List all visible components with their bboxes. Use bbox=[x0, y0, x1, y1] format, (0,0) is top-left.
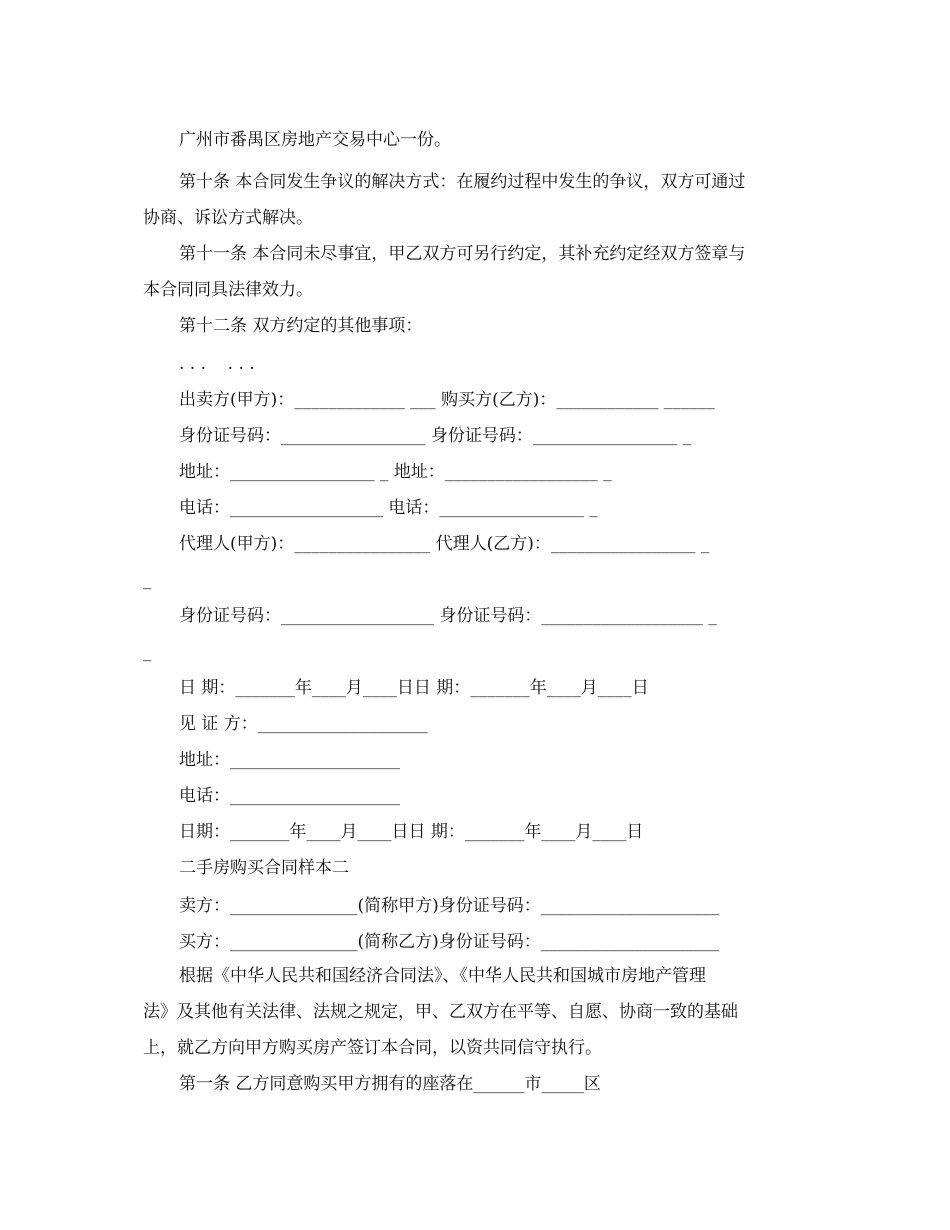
section-title: 二手房购买合同样本二 bbox=[179, 858, 349, 878]
date-line: 日 期：_______年____月____日日 期：_______年____月____日 bbox=[179, 678, 649, 698]
ellipsis-line: . . . . . . bbox=[179, 354, 255, 374]
witness-address-line: 地址：____________________ bbox=[179, 750, 400, 770]
seller-buyer-line: 出卖方(甲方)：_____________ ___ 购买方(乙方)：____________ ______ bbox=[179, 390, 715, 410]
text-line: 广州市番禺区房地产交易中心一份。 bbox=[179, 130, 451, 150]
phone-line: 电话：__________________ 电话：_________________ _ bbox=[179, 498, 598, 518]
paragraph-line: 上，就乙方向甲方购买房产签订本合同，以资共同信守执行。 bbox=[143, 1038, 602, 1058]
paragraph-line: 法》及其他有关法律、法规之规定，甲、乙双方在平等、自愿、协商一致的基础 bbox=[143, 1002, 738, 1022]
witness-date-line: 日期：_______年____月____日日 期：_______年____月____日 bbox=[179, 822, 644, 842]
paragraph-line: 根据《中华人民共和国经济合同法》、《中华人民共和国城市房地产管理 bbox=[179, 966, 706, 986]
clause-1-line: 第一条 乙方同意购买甲方拥有的座落在______市_____区 bbox=[179, 1074, 601, 1094]
clause-10-line: 第十条 本合同发生争议的解决方式：在履约过程中发生的争议，双方可通过 bbox=[179, 172, 746, 192]
text-line: 本合同同具法律效力。 bbox=[143, 280, 313, 300]
buyer-line: 买方：_______________(简称乙方)身份证号码：_____________________ bbox=[179, 932, 720, 952]
agent-id-number-line: 身份证号码：__________________ 身份证号码：___________________ _ bbox=[179, 606, 717, 626]
id-number-line: 身份证号码：_________________ 身份证号码：_________________ _ bbox=[179, 426, 692, 446]
seller-line: 卖方：_______________(简称甲方)身份证号码：_____________________ bbox=[179, 896, 720, 916]
agent-line: 代理人(甲方)：________________ 代理人(乙方)：_________________ _ bbox=[179, 534, 710, 554]
clause-11-line: 第十一条 本合同未尽事宜，甲乙双方可另行约定，其补充约定经双方签章与 bbox=[179, 244, 746, 264]
text-line: 协商、诉讼方式解决。 bbox=[143, 208, 313, 228]
clause-12-line: 第十二条 双方约定的其他事项： bbox=[179, 316, 423, 336]
witness-line: 见 证 方：____________________ bbox=[179, 714, 428, 734]
address-line: 地址：_________________ _ 地址：__________________ _ bbox=[179, 462, 612, 482]
text-line: _ bbox=[143, 642, 152, 662]
text-line: _ bbox=[143, 570, 152, 590]
witness-phone-line: 电话：____________________ bbox=[179, 786, 400, 806]
